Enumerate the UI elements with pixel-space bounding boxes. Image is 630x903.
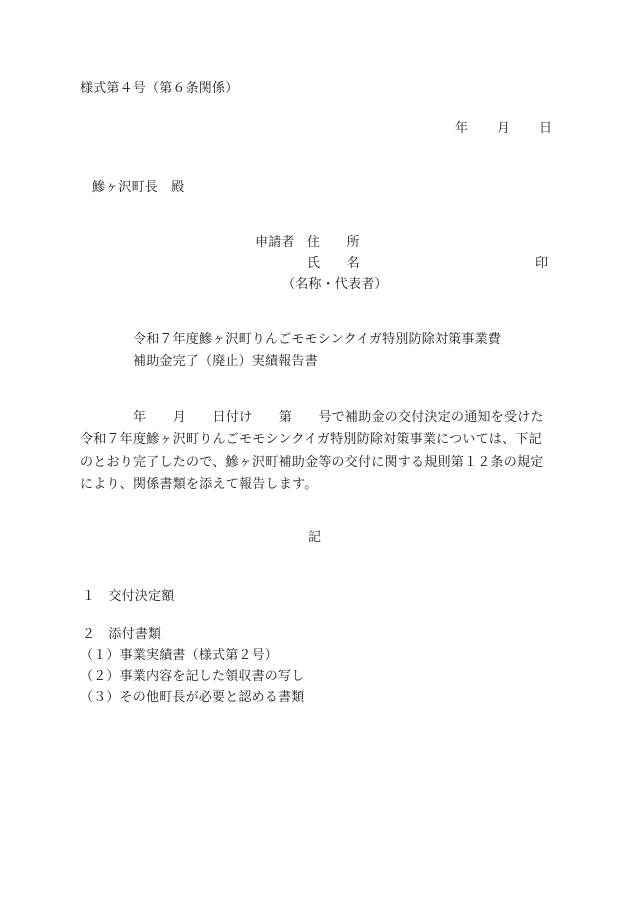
addressee: 鰺ヶ沢町長 殿 [92, 180, 185, 195]
item-attachments: ２ 添付書類 [82, 627, 162, 642]
body-line: により、関係書類を添えて報告します。 [80, 476, 318, 492]
applicant-name-label: 氏 名 [307, 256, 360, 271]
date-line: 年 月 日 [455, 121, 554, 136]
applicant-name-note: （名称・代表者） [282, 277, 388, 292]
document-title-line1: 令和７年度鰺ヶ沢町りんごモモシンクイガ特別防除対策事業費 [133, 332, 501, 347]
attachment-item: （２）事業内容を記した領収書の写し [80, 669, 305, 684]
form-number: 様式第４号（第６条関係） [80, 81, 239, 96]
body-line: 年 月 日付け 第 号で補助金の交付決定の通知を受けた [80, 410, 544, 425]
attachment-item: （１）事業実績書（様式第２号） [80, 648, 279, 663]
document-title-line2: 補助金完了（廃止）実績報告書 [133, 354, 318, 369]
body-paragraph [80, 407, 550, 496]
item-grant-amount: １ 交付決定額 [82, 589, 175, 604]
body-line: のとおり完了したので、鰺ヶ沢町補助金等の交付に関する規則第１２条の規定 [80, 454, 544, 470]
body-line: 令和７年度鰺ヶ沢町りんごモモシンクイガ特別防除対策事業については、下記 [80, 432, 542, 448]
applicant-label: 申請者 [255, 235, 295, 250]
attachment-item: （３）その他町長が必要と認める書類 [80, 690, 305, 705]
ki-heading: 記 [308, 530, 322, 545]
applicant-address-label: 住 所 [307, 235, 360, 250]
seal-mark: 印 [535, 256, 549, 271]
